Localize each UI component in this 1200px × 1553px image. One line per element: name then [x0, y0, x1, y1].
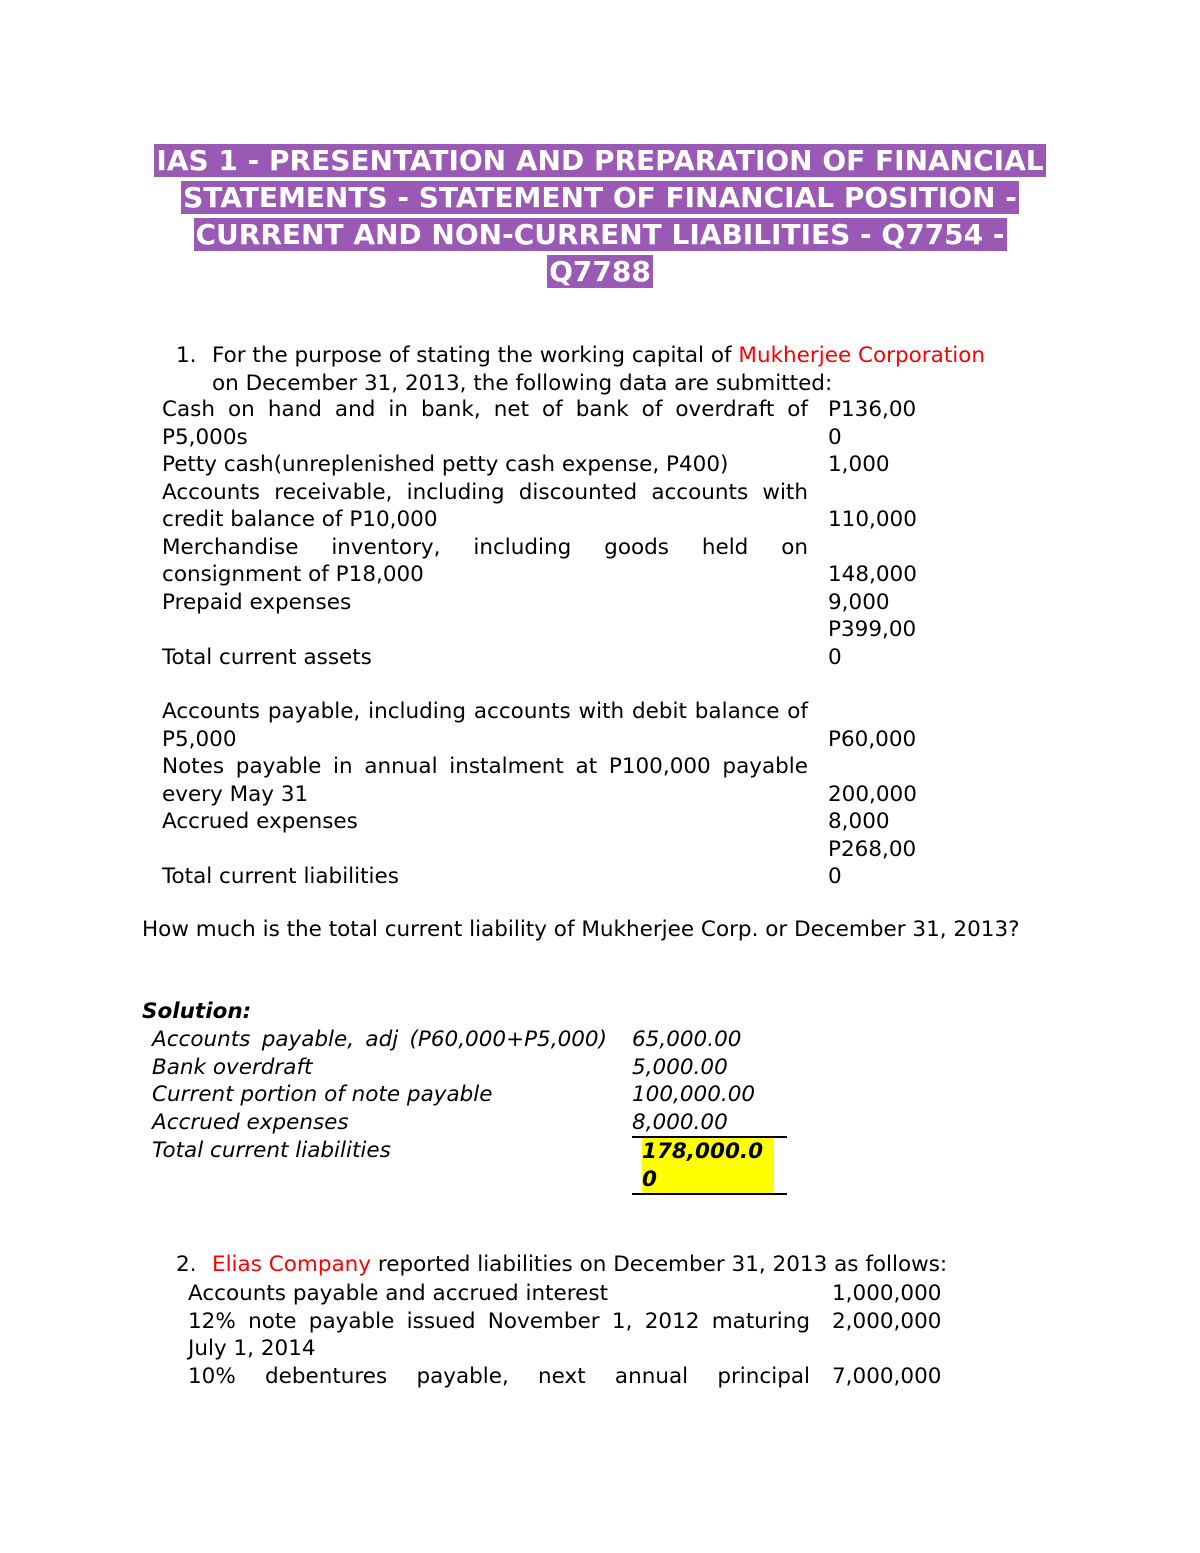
row-value: P60,000 — [828, 726, 917, 752]
row-value: 7,000,000 — [832, 1363, 942, 1389]
solution-label: Solution: — [142, 999, 252, 1024]
table-row — [162, 808, 923, 836]
q1-data-table — [162, 396, 923, 891]
row-label: Cash on hand and in bank, net of bank of overdraft of P5,000s — [162, 397, 808, 450]
row-label: Accounts payable and accrued interest — [188, 1281, 609, 1306]
row-value: 2,000,000 — [832, 1308, 942, 1334]
row-value: 200,000 — [828, 781, 917, 807]
row-label: Notes payable in annual instalment at P100,000 payable every May 31 — [162, 754, 808, 807]
row-label: Accounts receivable, including discounted accounts with credit balance of P10,000 — [162, 479, 808, 532]
solution-total-value: 178,000.00 — [642, 1138, 774, 1193]
q1-question: How much is the total current liability of Mukherjee Corp. or December 31, 2013? — [142, 917, 1020, 942]
row-value: 9,000 — [828, 589, 890, 615]
q2-intro-text: reported liabilities on December 31, 2013 as follows: — [371, 1252, 948, 1277]
table-row — [162, 396, 923, 451]
q1-company-name: Mukherjee Corporation — [738, 343, 986, 368]
q1-intro-text: For the purpose of stating the working capital of — [212, 343, 739, 368]
row-value: 110,000 — [828, 507, 917, 532]
table-row — [162, 479, 923, 534]
table-row — [162, 534, 923, 589]
solution-value: 8,000.00 — [632, 1109, 728, 1135]
row-value: 1,000,000 — [832, 1281, 942, 1306]
q1-intro-line1 — [212, 343, 985, 368]
table-row — [162, 589, 923, 617]
row-label: Total current assets — [162, 644, 372, 670]
row-label: 10% debentures payable, next annual principal — [188, 1363, 810, 1389]
table-row — [152, 1109, 787, 1138]
row-label: 12% note payable issued November 1, 2012 maturing July 1, 2014 — [188, 1308, 810, 1361]
row-value: P399,000 — [828, 617, 917, 670]
table-row — [152, 1026, 787, 1054]
row-value: 8,000 — [828, 809, 890, 834]
solution-value: 65,000.00 — [632, 1027, 742, 1052]
table-row — [152, 1081, 787, 1109]
table-row — [188, 1363, 962, 1391]
question-number-1: 1. — [176, 343, 197, 368]
solution-label-cell: Accrued expenses — [152, 1109, 349, 1135]
row-label: Accrued expenses — [162, 809, 358, 834]
solution-value: 100,000.00 — [632, 1082, 756, 1107]
table-row — [188, 1280, 962, 1308]
q1-intro-line2: on December 31, 2013, the following data are submitted: — [212, 371, 833, 396]
solution-label-cell: Total current liabilities — [152, 1138, 391, 1163]
row-value: P268,000 — [828, 836, 917, 889]
table-row — [162, 616, 923, 671]
table-row — [152, 1137, 787, 1194]
page-title — [150, 142, 1050, 290]
table-row — [162, 836, 923, 891]
table-row — [162, 698, 923, 753]
title-text: IAS 1 - PRESENTATION AND PREPARATION OF FINANCIAL STATEMENTS - STATEMENT OF FINANCIAL POSITION - CURRENT AND NON-CURRENT LIABILITIES - Q7754 - Q7788 — [156, 144, 1044, 288]
row-label: Merchandise inventory, including goods held on consignment of P18,000 — [162, 534, 808, 587]
solution-label-cell: Accounts payable, adj (P60,000+P5,000) — [152, 1027, 607, 1052]
row-label: Prepaid expenses — [162, 589, 352, 615]
row-value: 148,000 — [828, 562, 917, 587]
table-row — [162, 451, 923, 479]
row-value: P136,000 — [828, 397, 917, 450]
table-row — [162, 753, 923, 808]
solution-label-cell: Current portion of note payable — [152, 1082, 493, 1107]
q2-intro — [212, 1252, 947, 1277]
solution-label-cell: Bank overdraft — [152, 1054, 313, 1080]
solution-value: 5,000.00 — [632, 1054, 728, 1080]
table-row — [188, 1308, 962, 1363]
table-row — [152, 1054, 787, 1082]
row-value: 1,000 — [828, 452, 890, 477]
q2-company-name: Elias Company — [212, 1252, 372, 1277]
solution-table — [152, 1026, 787, 1195]
row-label: Total current liabilities — [162, 864, 399, 889]
solution-total-cell — [632, 1137, 787, 1194]
row-label: Accounts payable, including accounts with debit balance of P5,000 — [162, 699, 808, 752]
question-number-2: 2. — [176, 1252, 197, 1277]
row-label: Petty cash(unreplenished petty cash expense, P400) — [162, 452, 729, 477]
q2-data-table — [188, 1280, 962, 1390]
